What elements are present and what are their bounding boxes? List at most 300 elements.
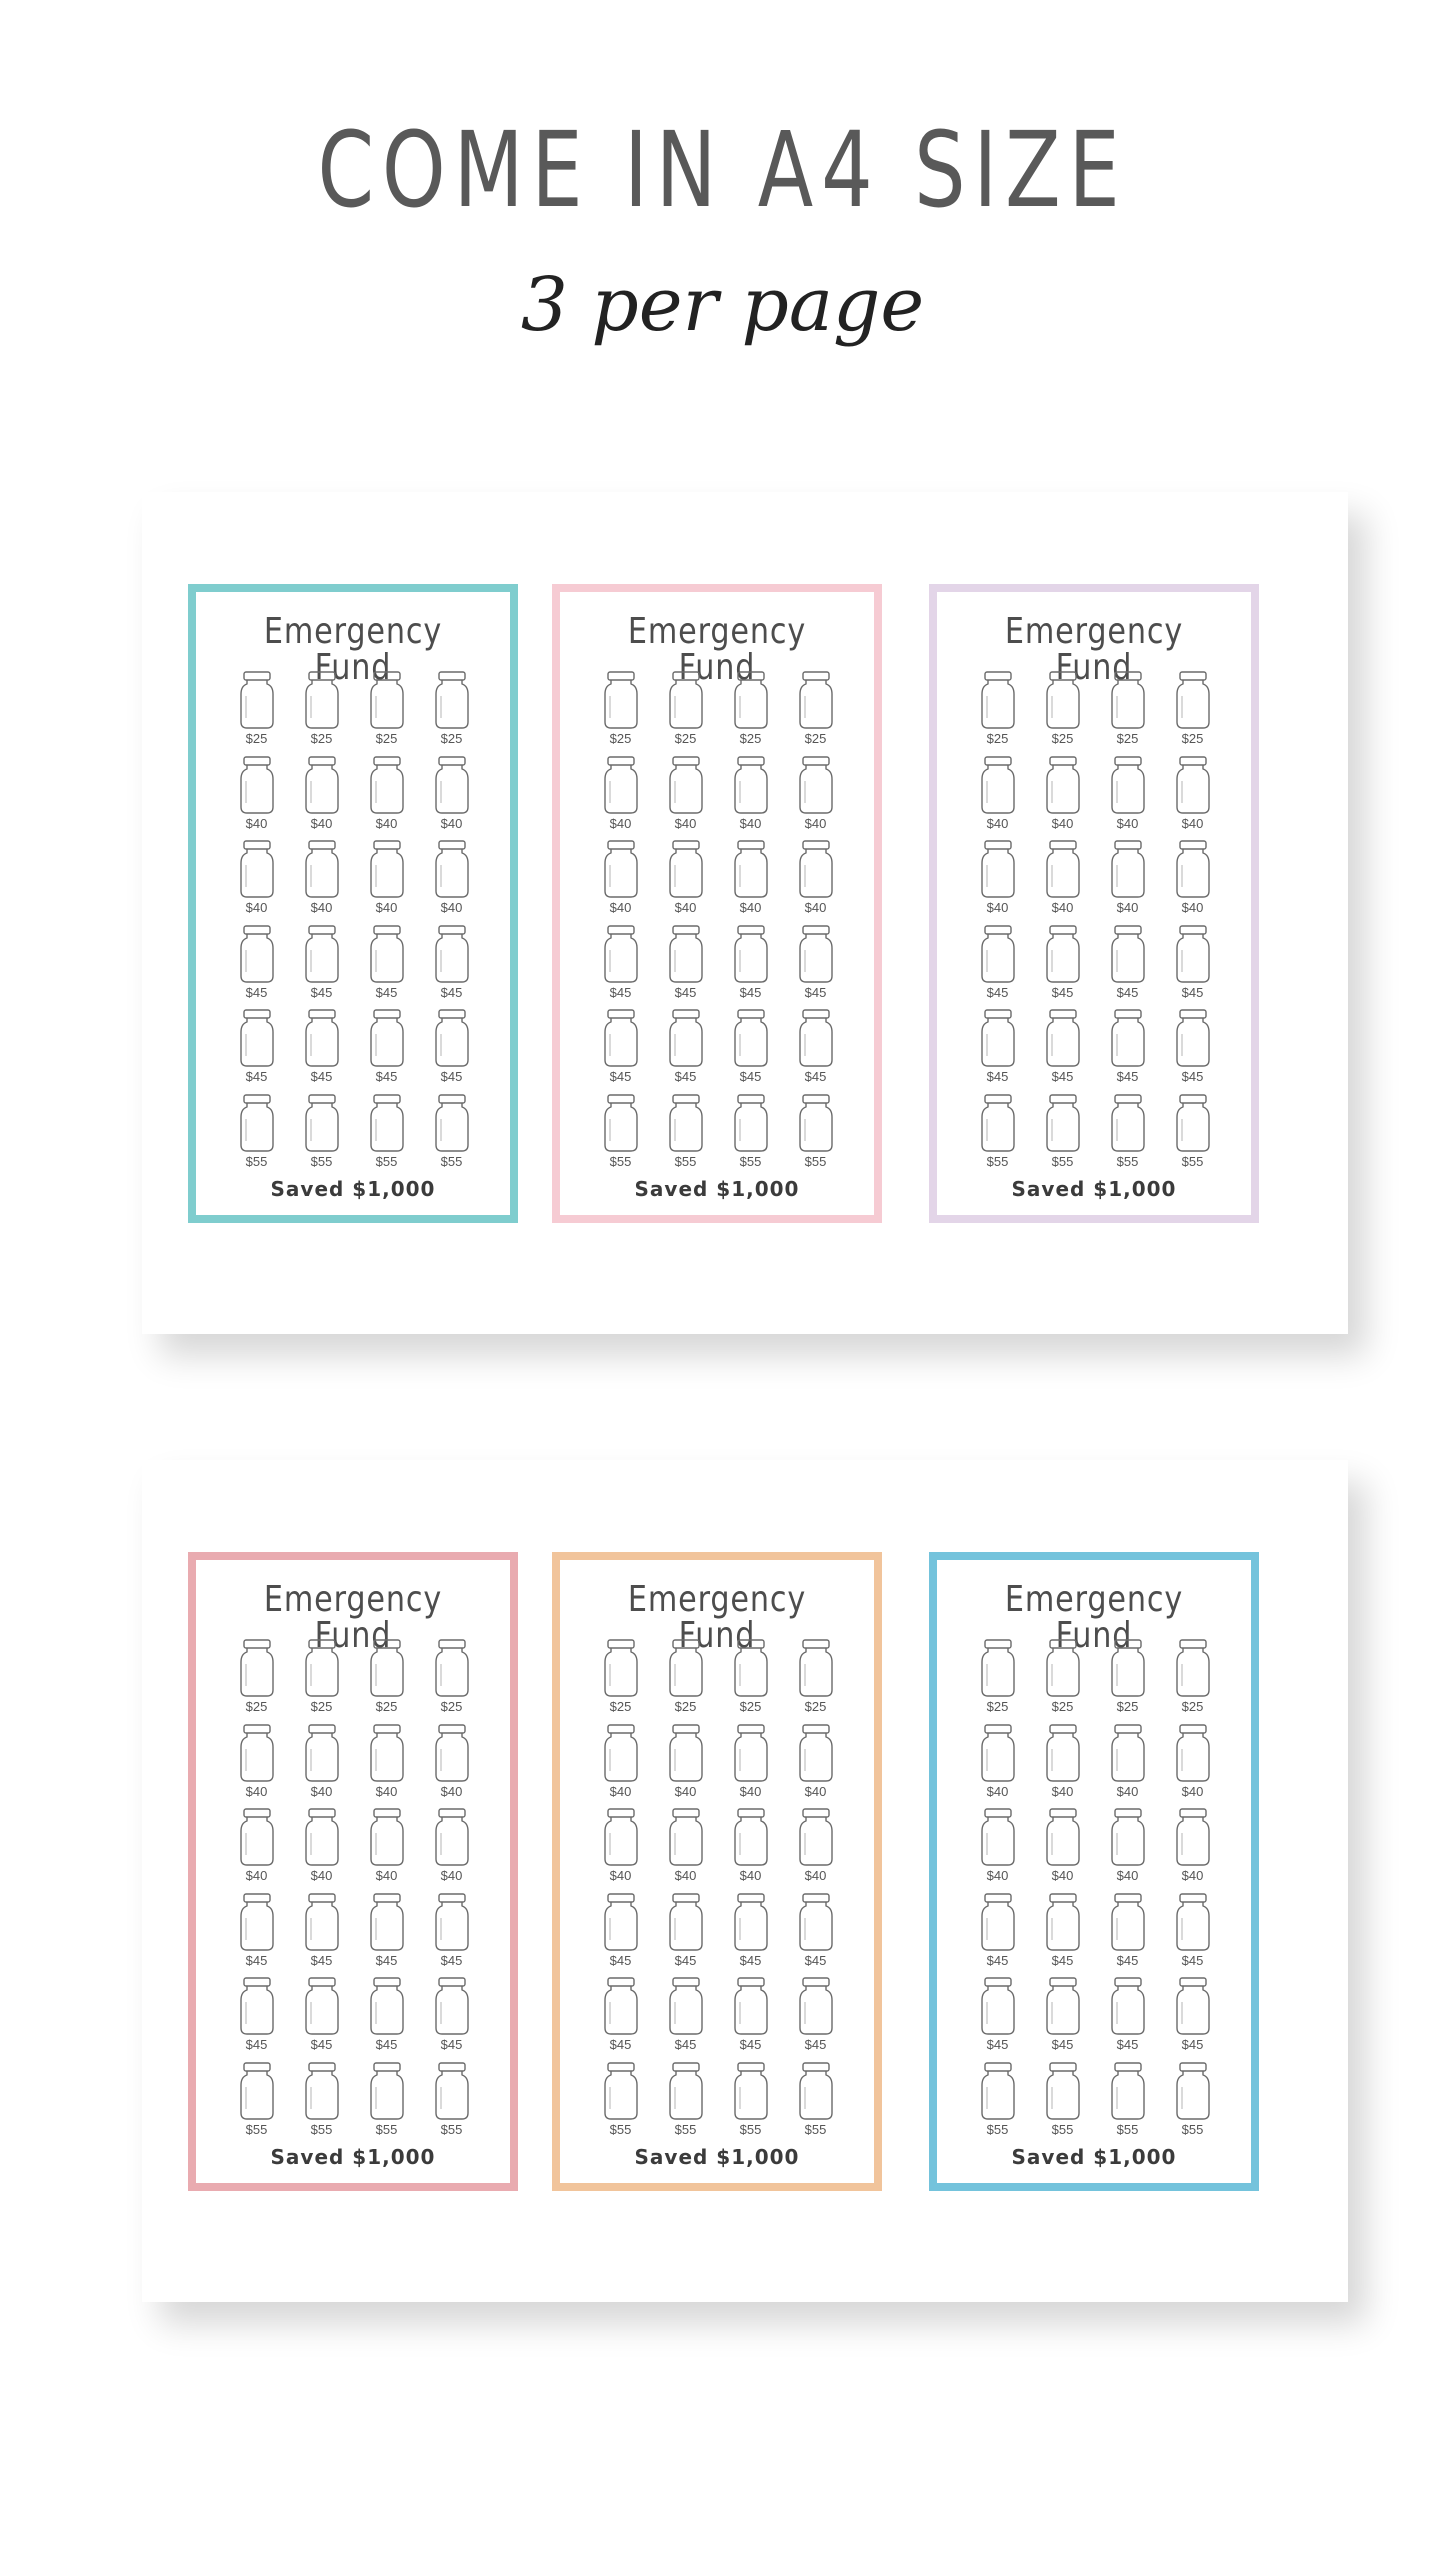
jar-slot [1030,755,1095,840]
mason-jar-icon [434,1976,470,2036]
jar-slot [588,839,653,924]
jar-grid [588,1638,848,2145]
mason-jar-icon [733,1723,769,1783]
jar-slot [783,755,848,840]
jar-amount: $25 [375,731,398,746]
mason-jar-icon [434,1892,470,1952]
jar-slot [588,2061,653,2146]
jar-amount: $55 [739,1153,762,1169]
mason-jar-icon [980,670,1016,730]
jar-amount: $45 [609,1069,632,1084]
jar-slot [224,1723,289,1808]
jar-slot [1160,1892,1225,1977]
jar-slot [718,1976,783,2061]
mason-jar-icon [239,2061,275,2121]
mason-jar-icon [603,839,639,899]
jar-amount: $45 [804,2037,827,2052]
jar-slot [289,1807,354,1892]
jar-amount: $55 [609,2121,632,2137]
jar-amount: $40 [986,1868,1009,1883]
mason-jar-icon [304,670,340,730]
jar-slot [1030,1638,1095,1723]
jar-amount: $25 [674,731,697,746]
jar-slot [224,670,289,755]
jar-amount: $55 [440,2121,463,2137]
jar-slot [1160,1723,1225,1808]
jar-amount: $40 [310,1783,333,1799]
jar-amount: $40 [674,1868,697,1883]
mason-jar-icon [369,2061,405,2121]
mason-jar-icon [603,1093,639,1153]
jar-slot [653,1723,718,1808]
jar-slot [354,839,419,924]
mason-jar-icon [603,755,639,815]
mason-jar-icon [668,1008,704,1068]
jar-grid [965,670,1225,1177]
jar-amount: $45 [804,984,827,1000]
jar-slot [718,1892,783,1977]
mason-jar-icon [304,755,340,815]
jar-slot [965,1638,1030,1723]
jar-slot [354,1093,419,1178]
mason-jar-icon [980,1723,1016,1783]
jar-amount: $25 [245,731,268,746]
mason-jar-icon [1110,1892,1146,1952]
jar-slot [653,1093,718,1178]
jar-slot [783,1008,848,1093]
savings-tracker-card [188,1552,518,2191]
jar-amount: $45 [310,1952,333,1968]
mason-jar-icon [239,1638,275,1698]
jar-slot [588,1723,653,1808]
jar-slot [224,1638,289,1723]
jar-amount: $45 [375,2037,398,2052]
jar-amount: $45 [804,1069,827,1084]
mason-jar-icon [369,924,405,984]
jar-slot [289,1976,354,2061]
jar-slot [588,1008,653,1093]
jar-slot [289,839,354,924]
jar-amount: $40 [804,815,827,831]
mason-jar-icon [239,924,275,984]
jar-slot [1095,1892,1160,1977]
jar-amount: $45 [1116,2037,1139,2052]
mason-jar-icon [668,2061,704,2121]
jar-amount: $45 [674,1952,697,1968]
mason-jar-icon [798,1008,834,1068]
jar-amount: $25 [804,731,827,746]
jar-amount: $40 [609,900,632,915]
jar-slot [419,1892,484,1977]
jar-slot [965,1976,1030,2061]
jar-amount: $40 [739,1783,762,1799]
jar-slot [588,1892,653,1977]
jar-slot [588,755,653,840]
jar-amount: $40 [1051,1783,1074,1799]
mason-jar-icon [1175,924,1211,984]
mason-jar-icon [668,1723,704,1783]
card-title: Emergency Fund [1004,611,1184,688]
mason-jar-icon [434,1723,470,1783]
jar-grid [224,1638,484,2145]
jar-amount: $55 [1116,1153,1139,1169]
a4-sheet-2 [142,1460,1348,2302]
mason-jar-icon [369,1093,405,1153]
jar-amount: $55 [440,1153,463,1169]
jar-amount: $55 [674,1153,697,1169]
jar-amount: $25 [245,1699,268,1714]
jar-amount: $45 [986,984,1009,1000]
jar-amount: $45 [245,2037,268,2052]
jar-amount: $25 [609,1699,632,1714]
jar-grid [965,1638,1225,2145]
jar-slot [965,1723,1030,1808]
jar-slot [1160,1093,1225,1178]
jar-slot [354,755,419,840]
jar-amount: $40 [310,900,333,915]
mason-jar-icon [668,1093,704,1153]
mason-jar-icon [980,1976,1016,2036]
jar-amount: $45 [310,1069,333,1084]
jar-slot [289,1093,354,1178]
jar-slot [653,670,718,755]
jar-slot [289,1892,354,1977]
jar-amount: $45 [440,1069,463,1084]
jar-slot [965,1807,1030,1892]
jar-amount: $45 [245,1952,268,1968]
card-total: Saved $1,000 [1011,1177,1177,1201]
jar-slot [224,1892,289,1977]
mason-jar-icon [369,1723,405,1783]
mason-jar-icon [304,839,340,899]
mason-jar-icon [798,755,834,815]
jar-amount: $25 [1051,731,1074,746]
jar-amount: $55 [375,2121,398,2137]
jar-slot [289,2061,354,2146]
jar-slot [1095,1976,1160,2061]
jar-amount: $40 [739,815,762,831]
mason-jar-icon [1045,670,1081,730]
mason-jar-icon [369,1892,405,1952]
jar-slot [783,1807,848,1892]
jar-slot [653,755,718,840]
jar-slot [653,1892,718,1977]
mason-jar-icon [603,1008,639,1068]
jar-amount: $45 [1116,1069,1139,1084]
jar-amount: $40 [310,1868,333,1883]
jar-slot [783,1093,848,1178]
jar-slot [1030,2061,1095,2146]
mason-jar-icon [1110,839,1146,899]
mason-jar-icon [1175,670,1211,730]
jar-amount: $45 [1051,1069,1074,1084]
jar-slot [354,1638,419,1723]
jar-slot [1160,1638,1225,1723]
mason-jar-icon [434,2061,470,2121]
jar-slot [1160,755,1225,840]
jar-slot [419,924,484,1009]
jar-slot [588,1093,653,1178]
jar-amount: $45 [1181,2037,1204,2052]
jar-slot [1030,1093,1095,1178]
jar-amount: $45 [440,2037,463,2052]
mason-jar-icon [733,1093,769,1153]
mason-jar-icon [798,2061,834,2121]
jar-slot [354,670,419,755]
mason-jar-icon [733,839,769,899]
mason-jar-icon [434,755,470,815]
jar-amount: $40 [440,900,463,915]
jar-slot [1030,1008,1095,1093]
mason-jar-icon [434,839,470,899]
jar-amount: $40 [440,815,463,831]
jar-amount: $25 [986,731,1009,746]
jar-amount: $40 [375,815,398,831]
mason-jar-icon [798,1093,834,1153]
jar-amount: $25 [804,1699,827,1714]
jar-slot [965,924,1030,1009]
jar-amount: $40 [245,1783,268,1799]
jar-amount: $40 [674,815,697,831]
jar-slot [783,1892,848,1977]
jar-amount: $25 [1116,731,1139,746]
mason-jar-icon [980,1807,1016,1867]
jar-slot [718,1008,783,1093]
jar-amount: $40 [1181,900,1204,915]
mason-jar-icon [798,1638,834,1698]
mason-jar-icon [980,755,1016,815]
mason-jar-icon [1110,924,1146,984]
jar-amount: $25 [440,731,463,746]
mason-jar-icon [369,1976,405,2036]
mason-jar-icon [603,1807,639,1867]
jar-amount: $40 [1181,1868,1204,1883]
mason-jar-icon [668,924,704,984]
jar-amount: $55 [804,1153,827,1169]
jar-amount: $45 [609,2037,632,2052]
jar-amount: $45 [739,1069,762,1084]
jar-slot [718,839,783,924]
mason-jar-icon [1110,755,1146,815]
mason-jar-icon [369,1807,405,1867]
jar-slot [419,1638,484,1723]
jar-slot [224,1008,289,1093]
jar-amount: $55 [1116,2121,1139,2137]
mason-jar-icon [1045,839,1081,899]
jar-amount: $40 [310,815,333,831]
jar-amount: $45 [739,2037,762,2052]
jar-amount: $45 [1116,1952,1139,1968]
jar-amount: $45 [609,984,632,1000]
jar-amount: $45 [1051,984,1074,1000]
mason-jar-icon [304,1638,340,1698]
jar-amount: $55 [986,1153,1009,1169]
jar-slot [653,1638,718,1723]
mason-jar-icon [369,670,405,730]
jar-slot [354,1723,419,1808]
jar-amount: $55 [1181,2121,1204,2137]
mason-jar-icon [1110,1723,1146,1783]
jar-amount: $25 [674,1699,697,1714]
mason-jar-icon [798,839,834,899]
mason-jar-icon [980,1008,1016,1068]
jar-amount: $40 [1181,815,1204,831]
jar-slot [1095,1723,1160,1808]
mason-jar-icon [239,1008,275,1068]
jar-amount: $40 [986,900,1009,915]
jar-slot [224,2061,289,2146]
jar-amount: $25 [375,1699,398,1714]
mason-jar-icon [603,1638,639,1698]
jar-amount: $40 [245,900,268,915]
jar-slot [965,670,1030,755]
savings-tracker-card [552,1552,882,2191]
jar-slot [1030,1723,1095,1808]
mason-jar-icon [1045,1807,1081,1867]
mason-jar-icon [304,1892,340,1952]
jar-amount: $25 [609,731,632,746]
jar-amount: $40 [1116,1868,1139,1883]
jar-amount: $25 [1116,1699,1139,1714]
jar-slot [1160,924,1225,1009]
jar-slot [965,839,1030,924]
mason-jar-icon [1045,1976,1081,2036]
jar-amount: $25 [310,731,333,746]
card-title: Emergency Fund [263,1579,443,1656]
jar-amount: $55 [245,2121,268,2137]
jar-slot [224,755,289,840]
mason-jar-icon [1175,1723,1211,1783]
jar-slot [1030,670,1095,755]
jar-amount: $40 [1051,900,1074,915]
jar-amount: $40 [1181,1783,1204,1799]
jar-slot [783,2061,848,2146]
jar-slot [1095,2061,1160,2146]
jar-slot [588,1976,653,2061]
card-title: Emergency Fund [627,1579,807,1656]
mason-jar-icon [304,1008,340,1068]
jar-slot [1095,1008,1160,1093]
jar-slot [1030,924,1095,1009]
jar-amount: $25 [310,1699,333,1714]
mason-jar-icon [733,924,769,984]
jar-slot [718,755,783,840]
jar-slot [783,670,848,755]
jar-slot [718,1638,783,1723]
mason-jar-icon [369,1638,405,1698]
jar-slot [419,755,484,840]
page-subheadline: 3 per page [520,262,925,348]
jar-amount: $40 [739,900,762,915]
mason-jar-icon [1175,755,1211,815]
jar-slot [653,1008,718,1093]
jar-amount: $45 [1181,1069,1204,1084]
jar-amount: $40 [986,1783,1009,1799]
savings-tracker-card [188,584,518,1223]
card-title: Emergency Fund [1004,1579,1184,1656]
mason-jar-icon [798,1807,834,1867]
jar-amount: $25 [739,731,762,746]
mason-jar-icon [668,1976,704,2036]
mason-jar-icon [369,755,405,815]
jar-slot [965,1008,1030,1093]
jar-slot [718,2061,783,2146]
jar-amount: $55 [1181,1153,1204,1169]
jar-amount: $40 [804,1868,827,1883]
mason-jar-icon [798,670,834,730]
jar-slot [588,1638,653,1723]
jar-amount: $40 [440,1783,463,1799]
page-headline: COME IN A4 SIZE [317,109,1128,231]
jar-amount: $40 [609,815,632,831]
jar-amount: $55 [674,2121,697,2137]
mason-jar-icon [1110,1976,1146,2036]
jar-slot [1160,839,1225,924]
jar-slot [588,924,653,1009]
mason-jar-icon [733,1807,769,1867]
jar-slot [653,1976,718,2061]
jar-amount: $40 [1116,900,1139,915]
jar-slot [419,1723,484,1808]
mason-jar-icon [239,670,275,730]
jar-slot [965,1093,1030,1178]
mason-jar-icon [980,2061,1016,2121]
mason-jar-icon [1175,1008,1211,1068]
jar-amount: $55 [986,2121,1009,2137]
jar-amount: $45 [1181,984,1204,1000]
jar-amount: $40 [1116,1783,1139,1799]
jar-amount: $40 [739,1868,762,1883]
card-total: Saved $1,000 [634,2145,800,2169]
jar-slot [354,924,419,1009]
jar-amount: $40 [1051,815,1074,831]
mason-jar-icon [1175,1892,1211,1952]
jar-amount: $40 [674,1783,697,1799]
mason-jar-icon [1175,1976,1211,2036]
jar-amount: $40 [440,1868,463,1883]
mason-jar-icon [733,1892,769,1952]
mason-jar-icon [980,1638,1016,1698]
jar-amount: $45 [375,1952,398,1968]
mason-jar-icon [733,670,769,730]
jar-slot [224,839,289,924]
mason-jar-icon [1045,755,1081,815]
jar-slot [1160,2061,1225,2146]
savings-tracker-card [929,584,1259,1223]
mason-jar-icon [239,1892,275,1952]
jar-slot [289,1638,354,1723]
jar-amount: $45 [1181,1952,1204,1968]
jar-amount: $25 [1181,1699,1204,1714]
card-title: Emergency Fund [627,611,807,688]
mason-jar-icon [239,1093,275,1153]
jar-slot [1095,839,1160,924]
mason-jar-icon [668,1892,704,1952]
jar-slot [1030,839,1095,924]
mason-jar-icon [603,1892,639,1952]
mason-jar-icon [733,2061,769,2121]
jar-slot [289,755,354,840]
jar-slot [653,924,718,1009]
mason-jar-icon [733,1976,769,2036]
mason-jar-icon [239,839,275,899]
jar-slot [1160,1807,1225,1892]
jar-slot [354,2061,419,2146]
jar-amount: $25 [1181,731,1204,746]
mason-jar-icon [434,670,470,730]
jar-slot [419,1093,484,1178]
jar-slot [965,1892,1030,1977]
